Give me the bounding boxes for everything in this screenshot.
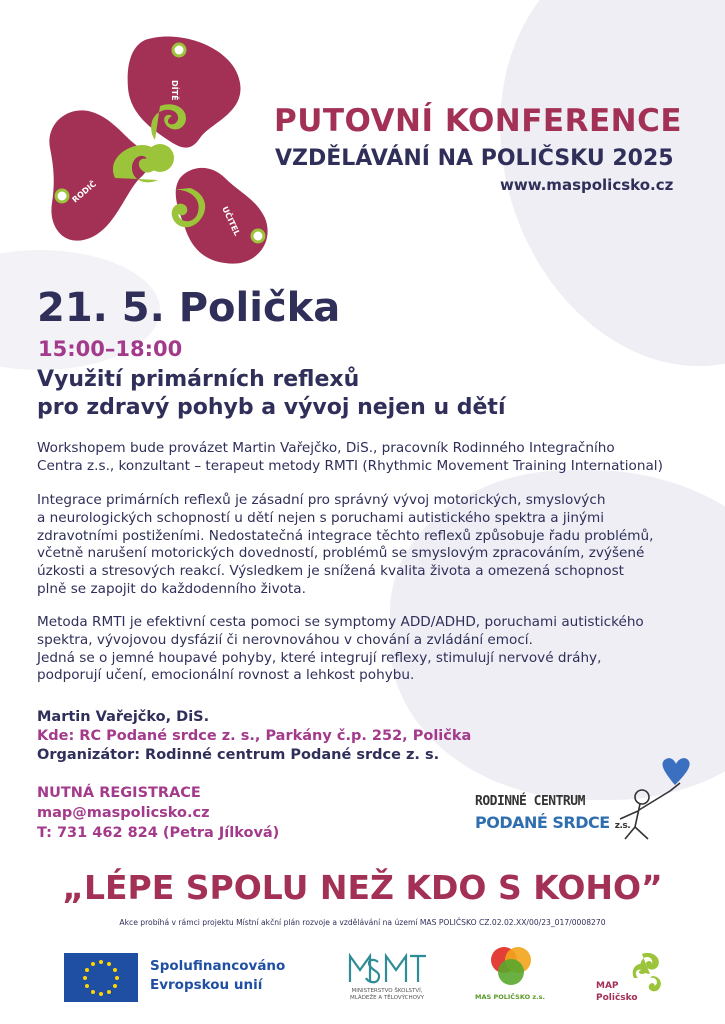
conference-logo (40, 28, 280, 273)
paragraph-line: včetně narušení motorických dovedností, problémů se smyslovým zpracováním, zvýšené (37, 545, 645, 562)
rc-logo-line1: RODINNÉ CENTRUM (475, 794, 585, 809)
paragraph-line: Workshopem bude provázet Martin Vařejčko, DiS., pracovník Rodinného Integračního (37, 440, 615, 456)
event-topic-line: Využití primárních reflexů (37, 367, 360, 392)
slogan: „LÉPE SPOLU NEŽ KDO S KOHO” (62, 868, 663, 907)
paragraph-line: spektra, vývojovou dysfázií či nerovnováhou v chování a zvládání emocí. (37, 631, 533, 648)
rc-logo-name: PODANÉ SRDCE (475, 813, 610, 832)
logo-label-teacher: UČITEL (220, 205, 242, 238)
heart-icon (663, 758, 690, 785)
paragraph-line: plně se zapojit do každodenního života. (37, 580, 306, 597)
map-logo-line2: Poličsko (596, 993, 638, 1003)
event-location: Kde: RC Podané srdce z. s., Parkány č.p. 252, Polička (37, 728, 472, 744)
description-paragraph (37, 492, 707, 599)
paragraph-line: úzkosti a stresových reakcí. Výsledkem je snížená kvalita života a omezená schopnost (37, 563, 625, 580)
event-date-place: 21. 5. Polička (37, 285, 341, 331)
registration-phone: T: 731 462 824 (Petra Jílková) (37, 825, 280, 841)
conference-title: PUTOVNÍ KONFERENCE (274, 103, 683, 139)
description-paragraph (37, 440, 707, 476)
paragraph-line: Centra z.s., konzultant – terapeut metody RMTI (Rhythmic Movement Training International) (37, 457, 663, 474)
paragraph-line: zdravotními postiženími. Nedostatečná integrace těchto reflexů způsobuje řadu problémů, (37, 527, 654, 544)
eu-text-line: Spolufinancováno (150, 958, 286, 974)
logo-label-child: DÍTĚ (170, 80, 179, 101)
map-policsko-logo (590, 944, 670, 1006)
rc-logo-line2 (475, 813, 630, 832)
eu-flag-icon (64, 953, 138, 1002)
msmt-caption-line: MLÁDEŽE A TĚLOVÝCHOVY (350, 995, 424, 1001)
logo-label-parent: RODIČ (70, 179, 99, 205)
background-shape (447, 0, 725, 412)
event-organizer: Organizátor: Rodinné centrum Podané srdce z. s. (37, 747, 440, 763)
eu-cofunding-text (150, 957, 285, 995)
event-topic-line: pro zdravý pohyb a vývoj nejen u dětí (37, 395, 506, 420)
logo-dot-icon (56, 190, 68, 202)
paragraph-line: a neurologických schopností u dětí nejen s poruchami autistického spektra a jinými (37, 509, 605, 526)
conference-subtitle: VZDĚLÁVÁNÍ NA POLIČSKU 2025 (275, 146, 674, 171)
project-note: Akce probíhá v rámci projektu Místní akční plán rozvoje a vzdělávání na území MAS POLIČSKO CZ.02.02.XX/00/23_017/0008270 (119, 918, 606, 927)
map-logo-line1: MAP (596, 981, 619, 991)
logo-dot-icon (252, 230, 264, 242)
mas-policsko-label: MAS POLIČSKO z.s. (475, 993, 545, 1001)
event-time: 15:00–18:00 (38, 337, 183, 361)
mas-policsko-logo (484, 944, 538, 990)
eu-text-line: Evropskou unií (150, 977, 263, 993)
msmt-caption (332, 988, 442, 1002)
registration-email-link[interactable]: map@maspolicsko.cz (37, 805, 210, 821)
logo-dot-icon (173, 44, 185, 56)
msmt-caption-line: MINISTERSTVO ŠKOLSTVÍ, (351, 988, 423, 994)
website-link[interactable]: www.maspolicsko.cz (500, 176, 674, 194)
description-paragraph (37, 614, 707, 685)
paragraph-line: Integrace primárních reflexů je zásadní pro správný vývoj motorických, smyslových (37, 492, 606, 508)
rc-logo-suffix: z.s. (614, 821, 631, 831)
lecturer-name: Martin Vařejčko, DiS. (37, 709, 210, 725)
paragraph-line: podporují učení, emocionální rovnost a lehkost pohybu. (37, 667, 415, 684)
event-topic (37, 366, 506, 422)
paragraph-line: Jedná se o jemné houpavé pohyby, které integrují reflexy, stimulují nervové dráhy, (37, 649, 602, 666)
registration-title: NUTNÁ REGISTRACE (37, 785, 201, 801)
paragraph-line: Metoda RMTI je efektivní cesta pomoci se symptomy ADD/ADHD, poruchami autistického (37, 614, 644, 630)
